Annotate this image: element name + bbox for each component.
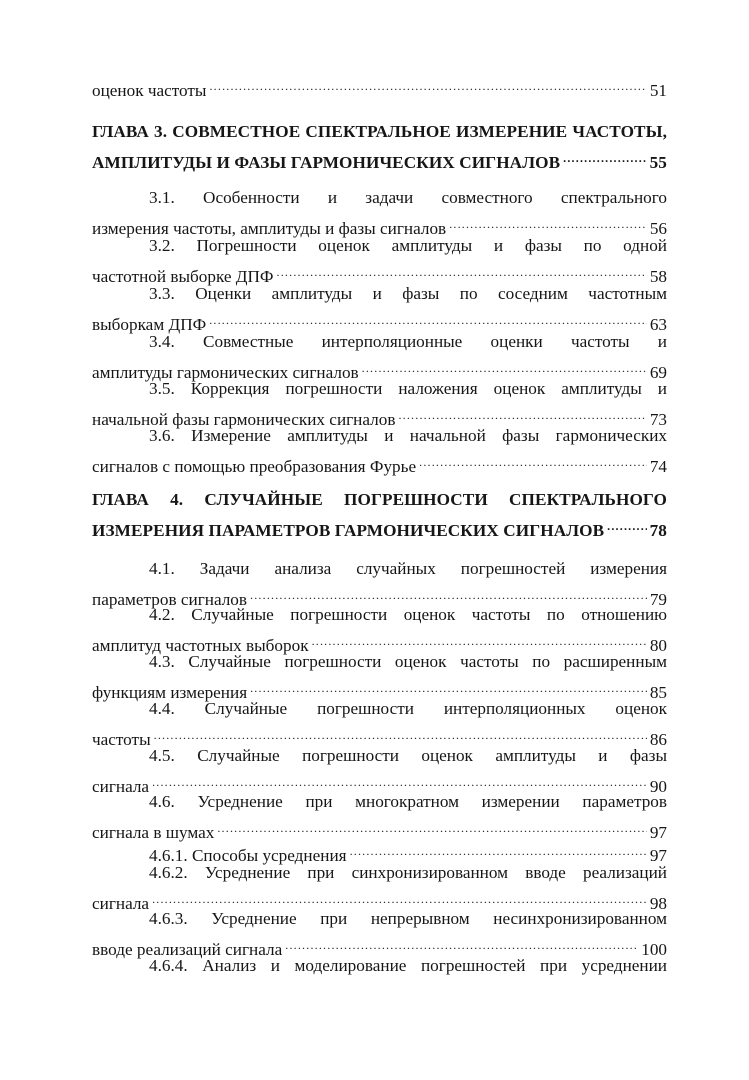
toc-entry [92,861,667,913]
toc-entry-text: 3.4. Совместные интерполяционные оценки частоты и [149,332,667,351]
toc-page-number: 85 [649,683,667,702]
toc-entry-text: частотной выборке ДПФ [92,267,274,286]
leader-dots [250,581,647,605]
toc-entry-text: измерения частоты, амплитуды и фазы сигналов [92,219,447,238]
toc-chapter [92,488,667,540]
toc-entry [92,186,667,238]
toc-entry-text: сигналов с помощью преобразования Фурье [92,457,417,476]
toc-entry-text: амплитуд частотных выборок [92,636,309,655]
toc-page-number: 98 [649,894,667,913]
toc-entry [92,907,667,959]
toc-entry [92,72,667,100]
toc-entry-text: 4.3. Случайные погрешности оценок частоты по расширенным [149,652,667,671]
toc-entry [92,330,667,382]
toc-page-number: 74 [649,457,667,476]
toc-entry [92,424,667,476]
toc-page-number: 97 [649,823,667,842]
leader-dots [449,210,647,234]
toc-page-number: 80 [649,636,667,655]
toc-entry-text: 4.2. Случайные погрешности оценок частоты по отношению [149,605,667,624]
toc-entry [92,282,667,334]
toc-entry-text: 4.6.2. Усреднение при синхронизированном вводе реализаций [149,863,667,882]
toc-page-number: 56 [649,219,667,238]
toc-chapter-title-line1: ГЛАВА 3. СОВМЕСТНОЕ СПЕКТРАЛЬНОЕ ИЗМЕРЕНИЕ ЧАСТОТЫ, [92,122,667,141]
toc-page-number: 90 [649,777,667,796]
leader-dots [563,144,646,168]
toc-entry-text: частоты [92,730,151,749]
toc-entry-text: оценок частоты [92,81,207,100]
toc-page-number: 97 [649,846,667,865]
leader-dots [285,931,638,955]
toc-entry-text: выборкам ДПФ [92,315,207,334]
toc-page-number: 55 [649,153,667,172]
toc-entry-text: 4.6.1. Способы усреднения [149,846,347,865]
leader-dots [277,258,647,282]
leader-dots [350,837,647,861]
toc-chapter [92,120,667,172]
toc-entry-text: 3.3. Оценки амплитуды и фазы по соседним частотным [149,284,667,303]
toc-entry [92,744,667,796]
leader-dots [362,354,647,378]
leader-dots [312,627,647,651]
toc-page-number: 73 [649,410,667,429]
toc-page-number: 78 [649,521,667,540]
toc-entry [92,790,667,842]
toc-entry-text: функциям измерения [92,683,248,702]
leader-dots [250,674,647,698]
toc-entry-text: сигнала [92,777,150,796]
leader-dots [419,448,647,472]
toc-page-number: 63 [649,315,667,334]
toc-entry-text: 4.1. Задачи анализа случайных погрешностей измерения [149,559,667,578]
leader-dots [152,768,647,792]
toc-entry [92,650,667,702]
toc-entry-text: параметров сигналов [92,590,248,609]
toc-entry-text: 4.6. Усреднение при многократном измерении параметров [149,792,667,811]
toc-entry [92,234,667,286]
toc-entry-text: 3.6. Измерение амплитуды и начальной фазы гармонических [149,426,667,445]
toc-chapter-title-line1: ГЛАВА 4. СЛУЧАЙНЫЕ ПОГРЕШНОСТИ СПЕКТРАЛЬНОГО [92,490,667,509]
leader-dots [607,512,646,536]
toc-entry-text: 4.4. Случайные погрешности интерполяционных оценок [149,699,667,718]
toc-entry-text: 4.5. Случайные погрешности оценок амплитуды и фазы [149,746,667,765]
toc-page-number: 86 [649,730,667,749]
toc-entry-text: начальной фазы гармонических сигналов [92,410,396,429]
leader-dots [152,885,647,909]
toc-page-number: 58 [649,267,667,286]
toc-page-number: 79 [649,590,667,609]
toc-chapter-title-line2: АМПЛИТУДЫ И ФАЗЫ ГАРМОНИЧЕСКИХ СИГНАЛОВ [92,153,561,172]
toc-entry [92,377,667,429]
toc-entry [92,837,667,865]
toc-chapter-title-line2: ИЗМЕРЕНИЯ ПАРАМЕТРОВ ГАРМОНИЧЕСКИХ СИГНАЛОВ [92,521,605,540]
toc-entry-text: 4.6.3. Усреднение при непрерывном несинхронизированном [149,909,667,928]
leader-dots [398,401,646,425]
toc-entry-text: 4.6.4. Анализ и моделирование погрешностей при усреднении [149,956,667,975]
leader-dots [154,721,647,745]
toc-entry [92,557,667,609]
leader-dots [209,72,646,96]
toc-entry [92,603,667,655]
toc-entry-text: 3.1. Особенности и задачи совместного спектрального [149,188,667,207]
toc-entry-text: амплитуды гармонических сигналов [92,363,359,382]
toc-entry-text: 3.5. Коррекция погрешности наложения оценок амплитуды и [149,379,667,398]
toc-page-number: 51 [649,81,667,100]
leader-dots [209,306,647,330]
toc-entry-text: сигнала [92,894,150,913]
toc-page-number: 100 [641,940,667,959]
leader-dots [217,814,646,838]
toc-entry [92,697,667,749]
toc-entry-text: 3.2. Погрешности оценок амплитуды и фазы по одной [149,236,667,255]
toc-entry-text: вводе реализаций сигнала [92,940,283,959]
toc-page-number: 69 [649,363,667,382]
toc-entry [92,954,667,978]
toc-entry-text: сигнала в шумах [92,823,215,842]
